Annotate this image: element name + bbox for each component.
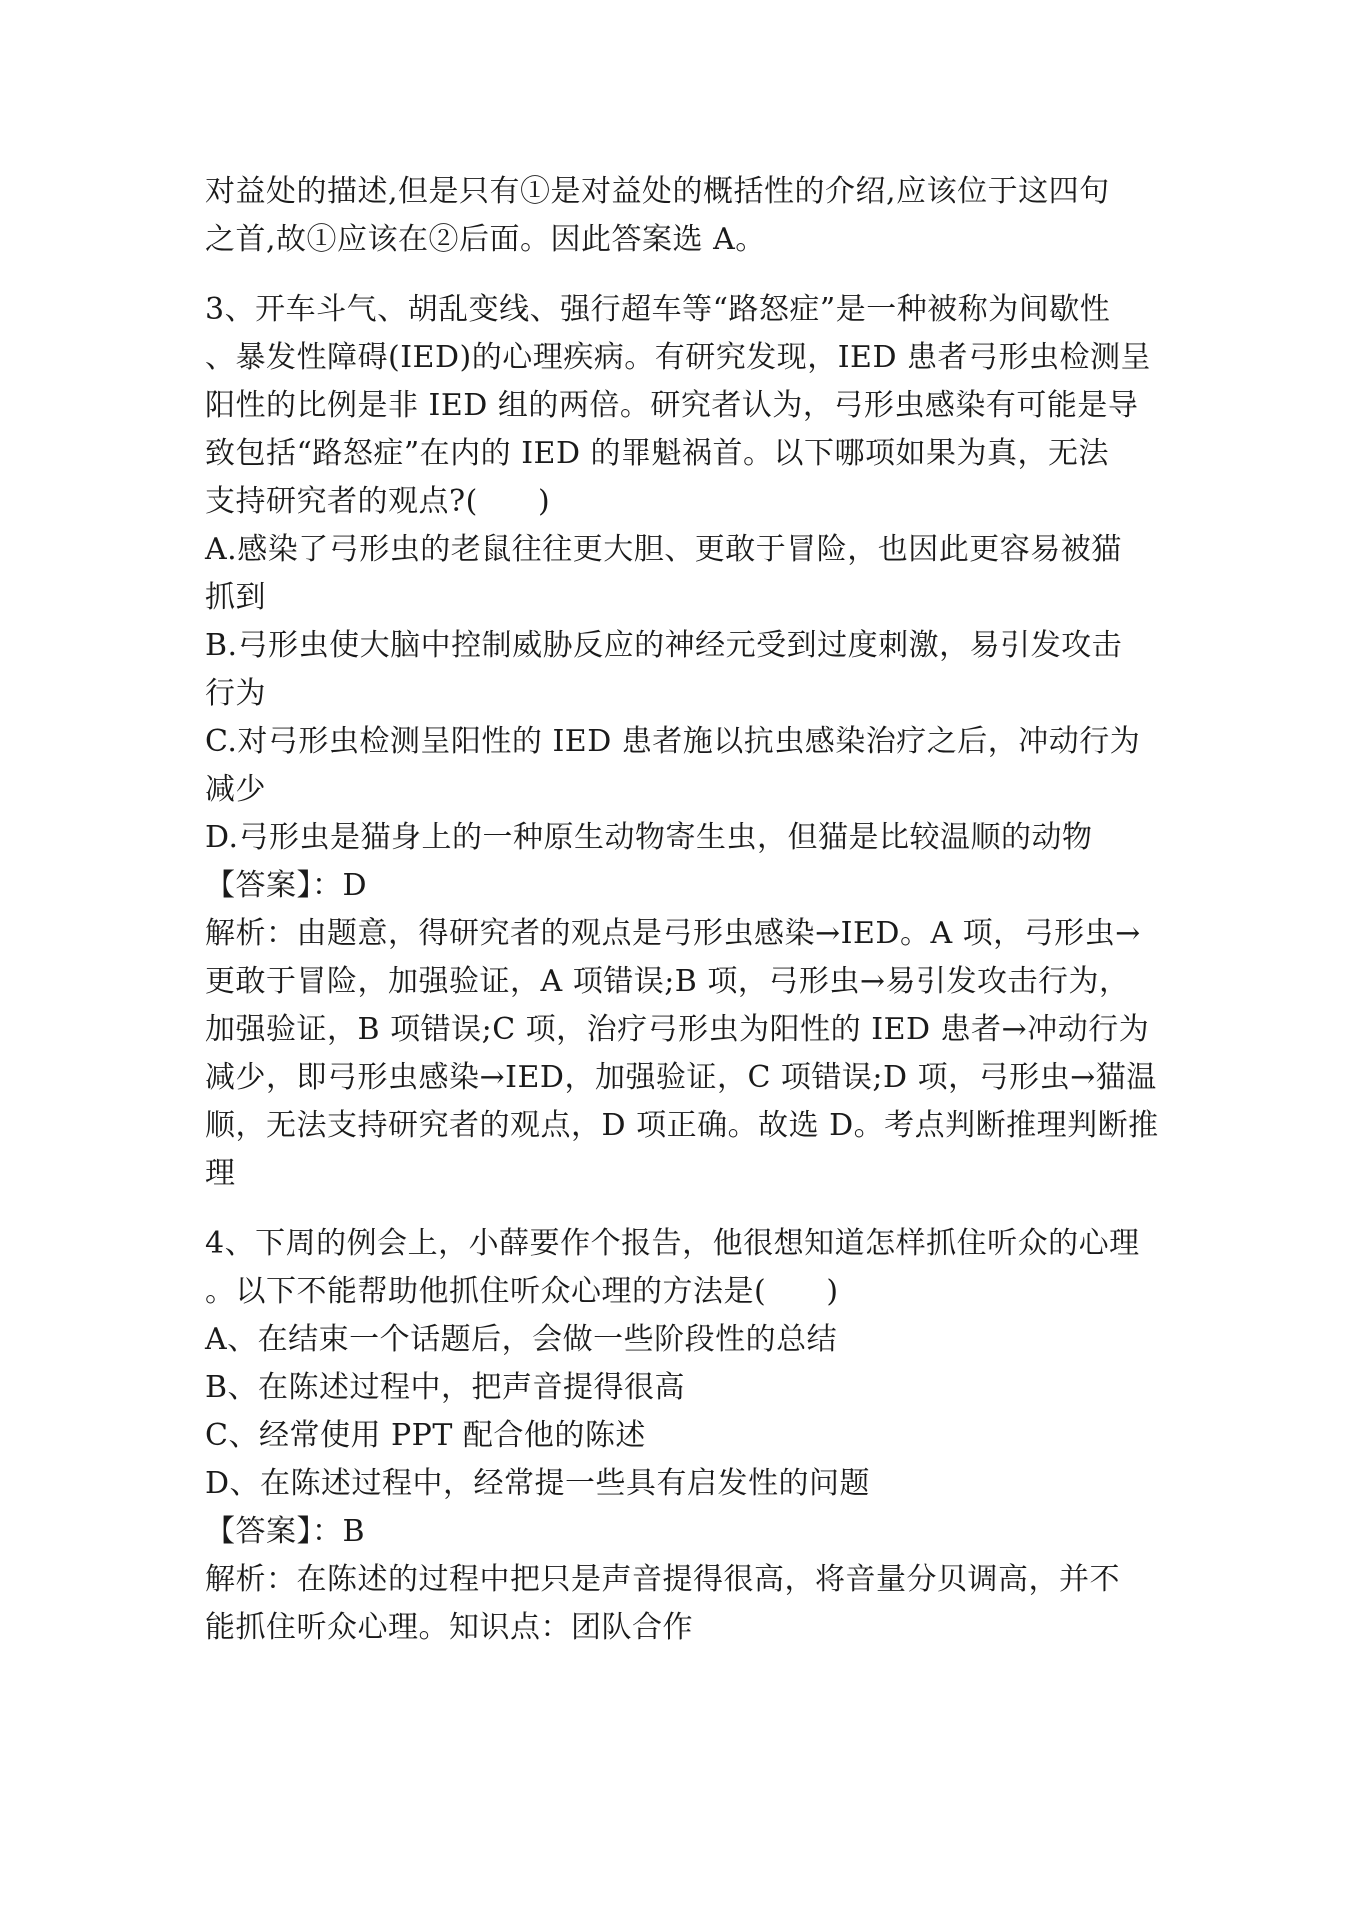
question-options — [205, 526, 1165, 862]
option-line: 抓到 — [205, 580, 266, 615]
option-line: 减少 — [205, 772, 266, 807]
text-line: 对益处的描述,但是只有①是对益处的概括性的介绍,应该位于这四句 — [205, 174, 1110, 209]
analysis — [205, 910, 1165, 1198]
text-line: 4、下周的例会上，小薛要作个报告，他很想知道怎样抓住听众的心理 — [205, 1226, 1140, 1261]
option-line: B.弓形虫使大脑中控制威胁反应的神经元受到过度刺激，易引发攻击 — [205, 628, 1123, 663]
analysis-line: 解析：在陈述的过程中把只是声音提得很高，将音量分贝调高，并不 — [205, 1562, 1120, 1597]
analysis-line: 减少，即弓形虫感染→IED，加强验证，C 项错误;D 项，弓形虫→猫温 — [205, 1060, 1157, 1095]
text-line: 支持研究者的观点?( ) — [205, 484, 551, 519]
document-page — [205, 168, 1165, 1652]
question-4 — [205, 1220, 1165, 1652]
option-line: A.感染了弓形虫的老鼠往往更大胆、更敢于冒险，也因此更容易被猫 — [205, 532, 1122, 567]
question-stem — [205, 1220, 1165, 1316]
question-options — [205, 1316, 1165, 1508]
text-line: 致包括“路怒症”在内的 IED 的罪魁祸首。以下哪项如果为真，无法 — [205, 436, 1110, 471]
analysis-line: 加强验证，B 项错误;C 项，治疗弓形虫为阳性的 IED 患者→冲动行为 — [205, 1012, 1150, 1047]
answer-line: 【答案】：B — [205, 1514, 366, 1549]
text-line: 、暴发性障碍(IED)的心理疾病。有研究发现，IED 患者弓形虫检测呈 — [205, 340, 1152, 375]
analysis-line: 解析：由题意，得研究者的观点是弓形虫感染→IED。A 项，弓形虫→ — [205, 916, 1141, 951]
option-line: D.弓形虫是猫身上的一种原生动物寄生虫，但猫是比较温顺的动物 — [205, 820, 1093, 855]
text-line: 3、开车斗气、胡乱变线、强行超车等“路怒症”是一种被称为间歇性 — [205, 292, 1111, 327]
option-line: 行为 — [205, 676, 266, 711]
continuation-text — [205, 168, 1165, 264]
analysis-line: 顺，无法支持研究者的观点，D 项正确。故选 D。考点判断推理判断推 — [205, 1108, 1159, 1143]
option-line: C.对弓形虫检测呈阳性的 IED 患者施以抗虫感染治疗之后，冲动行为 — [205, 724, 1141, 759]
analysis — [205, 1556, 1165, 1652]
question-stem — [205, 286, 1165, 526]
analysis-line: 更敢于冒险，加强验证，A 项错误;B 项，弓形虫→易引发攻击行为， — [205, 964, 1130, 999]
option-line: C、经常使用 PPT 配合他的陈述 — [205, 1418, 646, 1453]
analysis-line: 理 — [205, 1156, 236, 1191]
text-line: 之首,故①应该在②后面。因此答案选 A。 — [205, 222, 766, 257]
option-line: B、在陈述过程中，把声音提得很高 — [205, 1370, 686, 1405]
option-line: D、在陈述过程中，经常提一些具有启发性的问题 — [205, 1466, 871, 1501]
answer-line: 【答案】：D — [205, 868, 368, 903]
analysis-line: 能抓住听众心理。知识点：团队合作 — [205, 1610, 693, 1645]
question-3 — [205, 286, 1165, 1198]
text-line: 。以下不能帮助他抓住听众心理的方法是( ) — [205, 1274, 839, 1309]
text-line: 阳性的比例是非 IED 组的两倍。研究者认为，弓形虫感染有可能是导 — [205, 388, 1139, 423]
option-line: A、在结束一个话题后，会做一些阶段性的总结 — [205, 1322, 838, 1357]
